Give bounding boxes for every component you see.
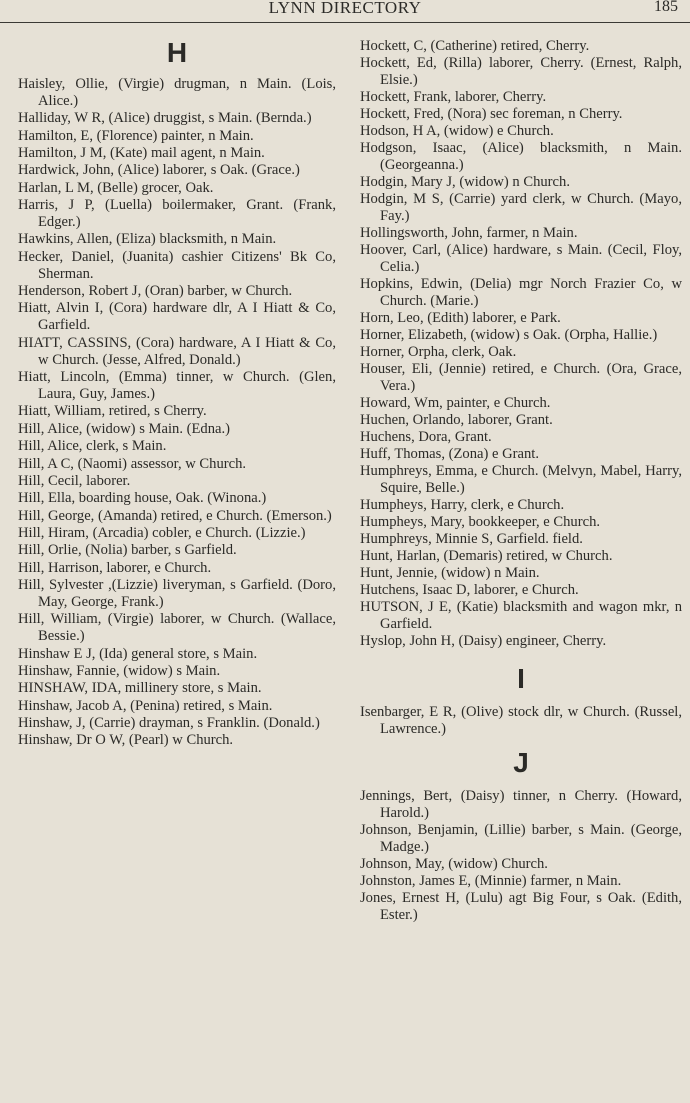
directory-entry: Hinshaw, Fannie, (widow) s Main. (18, 662, 221, 679)
directory-entry: Hinshaw, J, (Carrie) drayman, s Franklin. (Donald.) (18, 714, 320, 731)
directory-entry: Hodgin, Mary J, (widow) n Church. (360, 174, 570, 190)
directory-entry: Hodgin, M S, (Carrie) yard clerk, w Church. (Mayo, Fay.) (360, 191, 682, 224)
directory-entry: Hockett, Ed, (Rilla) laborer, Cherry. (Ernest, Ralph, Elsie.) (360, 55, 682, 88)
directory-entry: Hodgson, Isaac, (Alice) blacksmith, n Main. (Georgeanna.) (360, 140, 682, 173)
directory-entry: Hockett, Fred, (Nora) sec foreman, n Cherry. (360, 106, 623, 122)
directory-entry: Humpheys, Mary, bookkeeper, e Church. (360, 514, 601, 530)
directory-entry: Hiatt, Alvin I, (Cora) hardware dlr, A I Hiatt & Co, Garfield. (18, 300, 336, 334)
right-column (360, 38, 682, 924)
directory-entry: Hutchens, Isaac D, laborer, e Church. (360, 582, 579, 598)
directory-entry: Huchen, Orlando, laborer, Grant. (360, 412, 553, 428)
directory-entry: Hockett, C, (Catherine) retired, Cherry. (360, 38, 590, 54)
section-letter-j: J (513, 747, 529, 778)
directory-entry: Hopkins, Edwin, (Delia) mgr Norch Frazier Co, w Church. (Marie.) (360, 276, 682, 309)
directory-entry: Hinshaw, Jacob A, (Penina) retired, s Main. (18, 697, 273, 714)
directory-entry: Hinshaw, Dr O W, (Pearl) w Church. (18, 732, 234, 749)
directory-entry: Hill, Ella, boarding house, Oak. (Winona.) (18, 490, 267, 507)
directory-entry: Hill, Cecil, laborer. (18, 472, 131, 489)
directory-entry: Hyslop, John H, (Daisy) engineer, Cherry. (360, 633, 607, 649)
directory-entry: Hill, Alice, clerk, s Main. (18, 438, 167, 455)
directory-entry: Hinshaw E J, (Ida) general store, s Main. (18, 645, 258, 662)
right-entry-list-j (360, 788, 682, 924)
directory-entry: Haisley, Ollie, (Virgie) drugman, n Main. (Lois, Alice.) (18, 76, 336, 109)
directory-entry: Hill, A C, (Naomi) assessor, w Church. (18, 455, 247, 472)
directory-entry: Horner, Elizabeth, (widow) s Oak. (Orpha, Hallie.) (360, 327, 658, 343)
directory-entry: Jennings, Bert, (Daisy) tinner, n Cherry. (Howard, Harold.) (360, 788, 682, 821)
running-title: LYNN DIRECTORY (268, 0, 422, 17)
right-entry-list-i (360, 704, 682, 738)
directory-entry: Hardwick, John, (Alice) laborer, s Oak. (Grace.) (18, 162, 300, 179)
section-letter-h: H (166, 37, 188, 68)
directory-entry: Hill, Harrison, laborer, e Church. (18, 559, 212, 576)
directory-entry: Howard, Wm, painter, e Church. (360, 395, 551, 411)
page-number: 185 (654, 0, 678, 15)
directory-entry: Huff, Thomas, (Zona) e Grant. (360, 446, 539, 462)
directory-entry: Horner, Orpha, clerk, Oak. (360, 344, 517, 360)
directory-entry: Humphreys, Minnie S, Garfield. field. (360, 531, 583, 547)
directory-entry: Johnson, May, (widow) Church. (360, 856, 548, 872)
directory-entry: Halliday, W R, (Alice) druggist, s Main. (Bernda.) (18, 110, 312, 127)
directory-entry: Hill, George, (Amanda) retired, e Church. (Emerson.) (18, 507, 332, 524)
directory-entry: Hamilton, E, (Florence) painter, n Main. (18, 127, 254, 144)
directory-entry: HINSHAW, IDA, millinery store, s Main. (18, 680, 262, 697)
directory-entry: Johnson, Benjamin, (Lillie) barber, s Main. (George, Madge.) (360, 822, 682, 855)
directory-entry: Hawkins, Allen, (Eliza) blacksmith, n Main. (18, 231, 277, 248)
section-letter-i: I (517, 663, 525, 694)
directory-entry: Hecker, Daniel, (Juanita) cashier Citizens' Bk Co, Sherman. (18, 248, 336, 282)
directory-entry: Hollingsworth, John, farmer, n Main. (360, 225, 578, 241)
directory-entry: Hiatt, William, retired, s Cherry. (18, 403, 207, 420)
directory-entry: Isenbarger, E R, (Olive) stock dlr, w Church. (Russel, Lawrence.) (360, 704, 682, 737)
directory-entry: Humpheys, Harry, clerk, e Church. (360, 497, 565, 513)
directory-entry: Hill, Hiram, (Arcadia) cobler, e Church. (Lizzie.) (18, 524, 306, 541)
page-header (0, 0, 690, 23)
directory-entry: Hill, Sylvester ,(Lizzie) liveryman, s Garfield. (Doro, May, George, Frank.) (18, 576, 336, 610)
directory-entry: Hunt, Harlan, (Demaris) retired, w Church. (360, 548, 613, 564)
right-entry-list-h (360, 38, 682, 650)
directory-entry: Johnston, James E, (Minnie) farmer, n Main. (360, 873, 622, 889)
directory-entry: Henderson, Robert J, (Oran) barber, w Church. (18, 283, 293, 300)
directory-entry: Hill, William, (Virgie) laborer, w Church. (Wallace, Bessie.) (18, 611, 336, 645)
directory-entry: Hiatt, Lincoln, (Emma) tinner, w Church. (Glen, Laura, Guy, James.) (18, 369, 336, 403)
directory-entry: Harris, J P, (Luella) boilermaker, Grant. (Frank, Edger.) (18, 197, 336, 231)
directory-entry: Houser, Eli, (Jennie) retired, e Church. (Ora, Grace, Vera.) (360, 361, 682, 394)
directory-entry: Hoover, Carl, (Alice) hardware, s Main. (Cecil, Floy, Celia.) (360, 242, 682, 275)
left-entry-list (18, 76, 336, 749)
directory-entry: HIATT, CASSINS, (Cora) hardware, A I Hiatt & Co, w Church. (Jesse, Alfred, Donald.) (18, 334, 336, 368)
directory-entry: Hodson, H A, (widow) e Church. (360, 123, 554, 139)
directory-entry: Hill, Orlie, (Nolia) barber, s Garfield. (18, 542, 237, 559)
directory-entry: Harlan, L M, (Belle) grocer, Oak. (18, 179, 214, 196)
directory-entry: Hunt, Jennie, (widow) n Main. (360, 565, 540, 581)
directory-entry: Hill, Alice, (widow) s Main. (Edna.) (18, 420, 230, 437)
directory-entry: Huchens, Dora, Grant. (360, 429, 492, 445)
directory-entry: Humphreys, Emma, e Church. (Melvyn, Mabel, Harry, Squire, Belle.) (360, 463, 682, 496)
directory-entry: Hockett, Frank, laborer, Cherry. (360, 89, 547, 105)
directory-entry: Horn, Leo, (Edith) laborer, e Park. (360, 310, 561, 326)
directory-entry: Hamilton, J M, (Kate) mail agent, n Main. (18, 145, 265, 162)
left-column (18, 36, 336, 750)
directory-entry: Jones, Ernest H, (Lulu) agt Big Four, s Oak. (Edith, Ester.) (360, 890, 682, 923)
directory-entry: HUTSON, J E, (Katie) blacksmith and wagon mkr, n Garfield. (360, 599, 682, 632)
